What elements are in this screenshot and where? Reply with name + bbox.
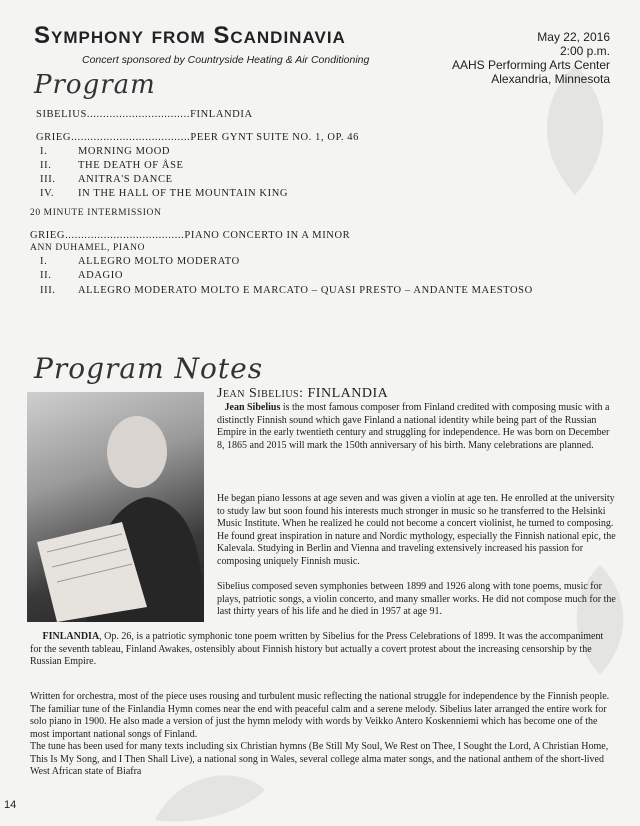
- soloist-line: ANN DUHAMEL, PIANO: [30, 243, 146, 253]
- bio-paragraph-2: He began piano lessons at age seven and was given a violin at age ten. He enrolled at the university to study law but soon found his interests much stronger in music so he transferred to the Helsinki Music Institute. When he realized he could not become a concert violinist, he turned to composing. He found great inspiration in nature and Nordic mythology, especially the Finnish national epic, the Kalevala. Studying in Berlin and Vienna and traveling extensively increased his passion for composing uniquely Finnish music.: [217, 493, 616, 567]
- event-date: May 22, 2016: [537, 30, 610, 44]
- program-heading: Program: [34, 70, 156, 100]
- finlandia-paragraph: FINLANDIA, Op. 26, is a patriotic symphonic tone poem written by Sibelius for the Press Celebrations of 1899. It was the accompaniment for the seventh tableau, Finland Awakes, ostensibly about Finnish history but actually a covert protest about the increasing censorship by the Russian Empire.: [30, 631, 604, 667]
- event-info: [452, 30, 610, 86]
- movement-item: III. ALLEGRO MODERATO MOLTO E MARCATO – QUASI PRESTO – ANDANTE MAESTOSO: [40, 285, 533, 296]
- movement-item: I. MORNING MOOD: [40, 146, 171, 157]
- movement-item: IV. IN THE HALL OF THE MOUNTAIN KING: [40, 188, 289, 199]
- hymns-paragraph: The tune has been used for many texts including six Christian hymns (Be Still My Soul, We Rest on Thee, I Sought the Lord, A Christian Home, This Is My Song, and I Then Shall Live), a national song in Wales, several college alma mater songs, and the national anthem of the short-lived West African state of Biafra: [30, 741, 609, 777]
- program-piece-2: GRIEG.....................................PEER GYNT SUITE NO. 1, OP. 46: [36, 132, 359, 143]
- movement-item: II. THE DEATH OF ÅSE: [40, 160, 184, 171]
- sibelius-portrait-photo: [27, 392, 204, 622]
- sponsor-line: Concert sponsored by Countryside Heating & Air Conditioning: [82, 54, 370, 66]
- movement-item: III. ANITRA'S DANCE: [40, 174, 173, 185]
- intermission-note: 20 MINUTE INTERMISSION: [30, 208, 162, 218]
- concert-title: Symphony from Scandinavia: [34, 22, 346, 49]
- bio-paragraph-1: Jean Sibelius is the most famous composer from Finland credited with composing music with a distinctly Finnish sound which gave Finland a national identity while being part of the Russian Empire in the early twentieth century and struggling for independence. He was born on December 8, 1865 and 2015 will mark the 150th anniversary of his birth. Many celebrations are planned.: [217, 402, 610, 451]
- program-notes-heading: Program Notes: [34, 352, 264, 385]
- bio-title: Jean Sibelius: FINLANDIA: [217, 386, 389, 401]
- orchestra-paragraph: Written for orchestra, most of the piece uses rousing and turbulent music reflecting the national struggle for independence by the Finnish people. The familiar tune of the Finlandia Hymn comes near the end with peaceful calm and a serene melody. Sibelius later arranged the entire work for solo piano in 1900. He also made a version of just the hymn melody with words by Veikko Antero Koskenniemi which has become one of the most important national songs of Finland.: [30, 691, 610, 740]
- page-number: 14: [4, 799, 17, 811]
- program-piece-1: SIBELIUS................................FINLANDIA: [36, 109, 253, 120]
- bio-paragraph-3: Sibelius composed seven symphonies between 1899 and 1926 along with tone poems, music for plays, patriotic songs, a violin concerto, and many smaller works. He did not compose much for the last thirty years of his life and he died in 1957 at age 91.: [217, 581, 616, 617]
- event-city: Alexandria, Minnesota: [491, 72, 610, 86]
- event-time: 2:00 p.m.: [559, 44, 610, 58]
- event-venue: AAHS Performing Arts Center: [451, 58, 610, 72]
- movement-item: II. ADAGIO: [40, 270, 124, 281]
- movement-item: I. ALLEGRO MOLTO MODERATO: [40, 256, 240, 267]
- program-piece-3: GRIEG.....................................PIANO CONCERTO IN A MINOR: [30, 230, 351, 241]
